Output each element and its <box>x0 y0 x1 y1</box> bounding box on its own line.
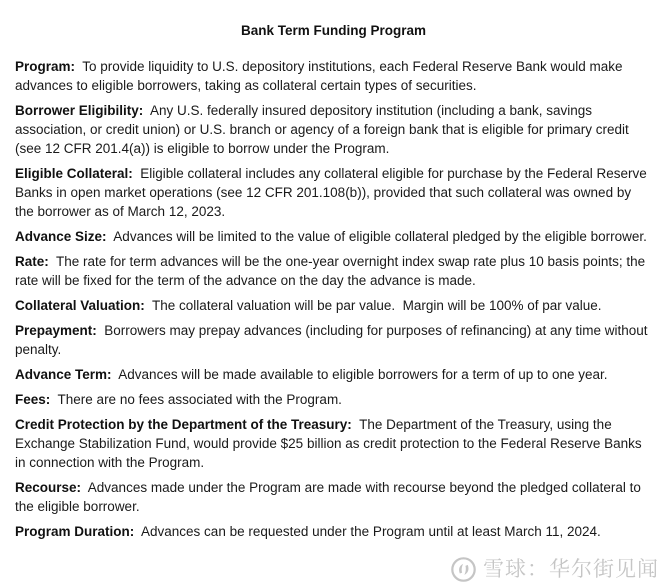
term-text-fees: There are no fees associated with the Program. <box>50 392 342 407</box>
term-label-eligible-collateral: Eligible Collateral: <box>15 166 133 181</box>
term-text-program-duration: Advances can be requested under the Program until at least March 11, 2024. <box>134 524 601 539</box>
term-text-recourse: Advances made under the Program are made with recourse beyond the pledged collateral to the eligible borrower. <box>15 480 645 514</box>
term-text-eligible-collateral: Eligible collateral includes any collateral eligible for purchase by the Federal Reserve Banks in open market operations (see 12 CFR 201.108(b)), provided that such collateral was owned by the borrower as of March 12, 2023. <box>15 166 651 219</box>
paragraph-advance-size <box>15 227 652 246</box>
term-text-credit-protection: The Department of the Treasury, using the Exchange Stabilization Fund, would provide $25 billion as credit protection to the Federal Reserve Banks in connection with the Program. <box>15 417 646 470</box>
paragraph-program-duration <box>15 522 652 541</box>
term-text-advance-term: Advances will be made available to eligible borrowers for a term of up to one year. <box>111 367 608 382</box>
term-label-advance-size: Advance Size: <box>15 229 107 244</box>
paragraph-collateral-valuation <box>15 296 652 315</box>
term-label-advance-term: Advance Term: <box>15 367 112 382</box>
term-label-recourse: Recourse: <box>15 480 82 495</box>
term-text-collateral-valuation: The collateral valuation will be par value. Margin will be 100% of par value. <box>144 298 602 313</box>
term-label-prepayment: Prepayment: <box>15 323 97 338</box>
term-label-fees: Fees: <box>15 392 51 407</box>
term-label-program: Program: <box>15 59 76 74</box>
term-text-borrower-eligibility: Any U.S. federally insured depository institution (including a bank, savings association, or credit union) or U.S. branch or agency of a foreign bank that is eligible for primary credit (see 12 CFR 201.4(a)) is eligible to borrow under the Program. <box>15 103 633 156</box>
paragraph-prepayment <box>15 321 652 359</box>
paragraph-rate <box>15 252 652 290</box>
term-label-borrower-eligibility: Borrower Eligibility: <box>15 103 144 118</box>
paragraph-program <box>15 57 652 95</box>
term-text-prepayment: Borrowers may prepay advances (including for purposes of refinancing) at any time without penalty. <box>15 323 652 357</box>
page-title: Bank Term Funding Program <box>240 23 427 38</box>
term-text-program: To provide liquidity to U.S. depository institutions, each Federal Reserve Bank would make advances to eligible borrowers, taking as collateral certain types of securities. <box>15 59 627 93</box>
xueqiu-snowball-icon <box>450 556 477 583</box>
paragraph-borrower-eligibility <box>15 101 652 158</box>
watermark-text: 雪球：华尔街见闻 <box>483 558 659 581</box>
term-label-credit-protection: Credit Protection by the Department of the Treasury: <box>15 417 352 432</box>
paragraph-recourse <box>15 478 652 516</box>
term-label-rate: Rate: <box>15 254 49 269</box>
paragraph-credit-protection <box>15 415 652 472</box>
paragraph-advance-term <box>15 365 652 384</box>
term-label-program-duration: Program Duration: <box>15 524 135 539</box>
watermark <box>450 556 659 583</box>
term-text-rate: The rate for term advances will be the one-year overnight index swap rate plus 10 basis points; the rate will be fixed for the term of the advance on the day the advance is made. <box>15 254 649 288</box>
term-label-collateral-valuation: Collateral Valuation: <box>15 298 145 313</box>
term-text-advance-size: Advances will be limited to the value of eligible collateral pledged by the eligible borrower. <box>106 229 647 244</box>
paragraph-eligible-collateral <box>15 164 652 221</box>
paragraph-fees <box>15 390 652 409</box>
